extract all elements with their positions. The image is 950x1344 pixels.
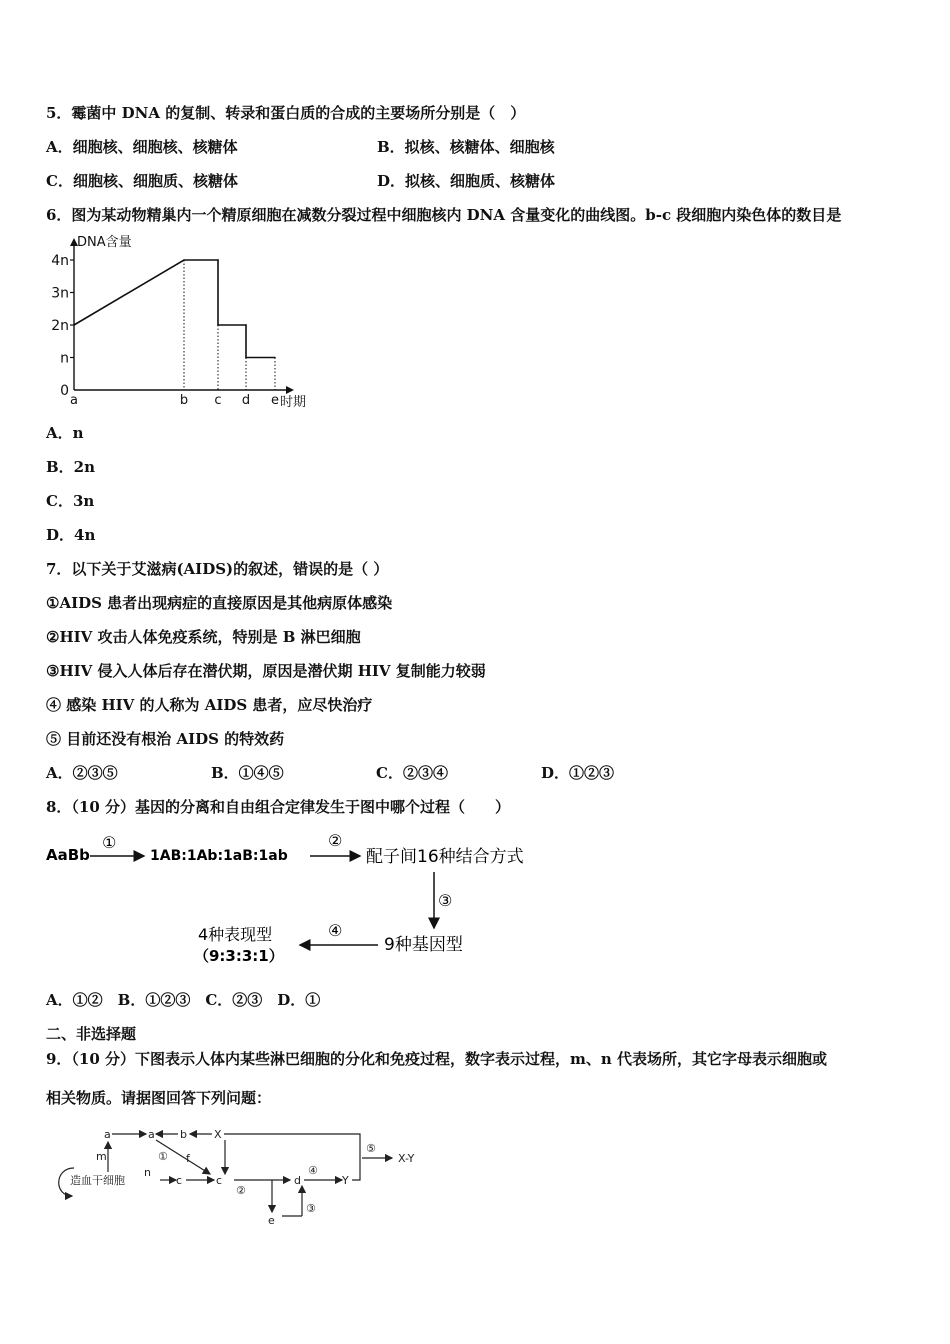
label-x-y: X-Y (398, 1152, 415, 1165)
q8-stem: 8．（10 分）基因的分离和自由组合定律发生于图中哪个过程（ ） (46, 798, 511, 816)
label-d: d (294, 1174, 301, 1187)
q8-options: A．①② B．①②③ C．②③ D．① (46, 991, 321, 1009)
label-e: e (268, 1214, 275, 1227)
q7-statement-1: ①AIDS 患者出现病症的直接原因是其他病原体感染 (46, 594, 393, 612)
step-2-label: ② (328, 831, 343, 850)
q6-option-c: C．3n (46, 492, 95, 510)
y-tick-label: 2n (51, 318, 69, 334)
section-heading: 二、非选择题 (46, 1025, 137, 1043)
q5-option-b: B．拟核、核糖体、细胞核 (377, 138, 555, 156)
q9-stem-line2: 相关物质。请据图回答下列问题： (46, 1089, 272, 1107)
x-tick-label: c (214, 393, 222, 408)
step-3-label: ③ (438, 891, 453, 910)
immune-process-diagram (50, 1120, 440, 1230)
gamete-ratio: 1AB:1Ab:1aB:1ab (150, 848, 288, 864)
y-axis-label: DNA含量 (77, 235, 132, 250)
label-f: f (186, 1152, 190, 1165)
label-m: m (96, 1150, 107, 1163)
data-point (217, 259, 219, 261)
dna-content-chart (44, 232, 324, 412)
q6-option-d: D．4n (46, 526, 96, 544)
q7-option-c: C．②③④ (376, 764, 448, 782)
label-c1: c (176, 1174, 183, 1187)
y-tick-label: 3n (51, 285, 69, 302)
data-point (245, 324, 247, 326)
q9-stem-line1: 9．（10 分）下图表示人体内某些淋巴细胞的分化和免疫过程，数字表示过程，m、n 代表场所，其它字母表示细胞或 (46, 1050, 828, 1068)
q7-stem: 7．以下关于艾滋病(AIDS)的叙述，错误的是（ ） (46, 560, 389, 578)
step-1-label: ① (102, 833, 117, 852)
step-4-label: ④ (328, 921, 343, 940)
q5-option-d: D．拟核、细胞质、核糖体 (377, 172, 556, 190)
y-tick-label: 4n (51, 253, 69, 269)
q7-statement-2: ②HIV 攻击人体免疫系统，特别是 B 淋巴细胞 (46, 628, 361, 646)
label-b: b (180, 1128, 187, 1141)
x-tick-label: e (271, 393, 279, 408)
q6-stem: 6．图为某动物精巢内一个精原细胞在减数分裂过程中细胞核内 DNA 含量变化的曲线图。b-c 段细胞内染色体的数目是 (46, 206, 842, 224)
x-axis-arrow (286, 386, 294, 394)
x-tick-label: b (179, 393, 189, 408)
q7-option-b: B．①④⑤ (211, 764, 284, 782)
y-tick-label: n (60, 350, 69, 367)
q5-stem: 5．霉菌中 DNA 的复制、转录和蛋白质的合成的主要场所分别是（ ） (46, 104, 526, 122)
step-2-label: ② (236, 1184, 246, 1197)
chart-series-line (73, 259, 276, 358)
genotype-aabb: AaBb (46, 846, 90, 864)
q7-statement-4: ④ 感染 HIV 的人称为 AIDS 患者，应尽快治疗 (46, 696, 373, 714)
x-axis-label: 时期 (280, 395, 307, 410)
x-tick-label: a (70, 393, 78, 408)
q6-option-a: A．n (46, 424, 84, 442)
label-c2: c (216, 1174, 223, 1187)
label-a1: a (104, 1128, 111, 1141)
genotype-count: 9种基因型 (384, 935, 463, 955)
x-to-y-line (224, 1134, 360, 1180)
data-point (274, 357, 276, 359)
label-n: n (144, 1166, 151, 1179)
data-point (73, 324, 75, 326)
chart-labels (51, 235, 306, 410)
q7-option-a: A．②③⑤ (46, 764, 118, 782)
y-tick-label: 0 (60, 383, 69, 399)
data-point (245, 357, 247, 359)
phenotype-count: 4种表现型 (198, 925, 273, 944)
genetics-flow-diagram (44, 828, 544, 973)
x-tick-label: d (241, 393, 251, 408)
q7-option-d: D．①②③ (541, 764, 615, 782)
data-point (217, 324, 219, 326)
q5-option-c: C．细胞核、细胞质、核糖体 (46, 172, 238, 190)
q7-statement-5: ⑤ 目前还没有根治 AIDS 的特效药 (46, 730, 285, 748)
origin-label: 造血干细胞 (70, 1174, 125, 1187)
dna-curve (74, 260, 275, 358)
label-y: Y (342, 1174, 349, 1187)
q6-option-b: B．2n (46, 458, 96, 476)
label-a2: a (148, 1128, 155, 1141)
q7-statement-3: ③HIV 侵入人体后存在潜伏期，原因是潜伏期 HIV 复制能力较弱 (46, 662, 486, 680)
combination-text: 配子间16种结合方式 (366, 847, 524, 867)
step-1-label: ① (158, 1150, 168, 1163)
step-3-label: ③ (306, 1202, 316, 1215)
phenotype-ratio: （9:3:3:1） (194, 947, 284, 965)
q5-option-a: A．细胞核、细胞核、核糖体 (46, 138, 238, 156)
data-point (183, 259, 185, 261)
step-5-label: ⑤ (366, 1142, 376, 1155)
label-x: X (214, 1128, 222, 1141)
step-4-label: ④ (308, 1164, 318, 1177)
